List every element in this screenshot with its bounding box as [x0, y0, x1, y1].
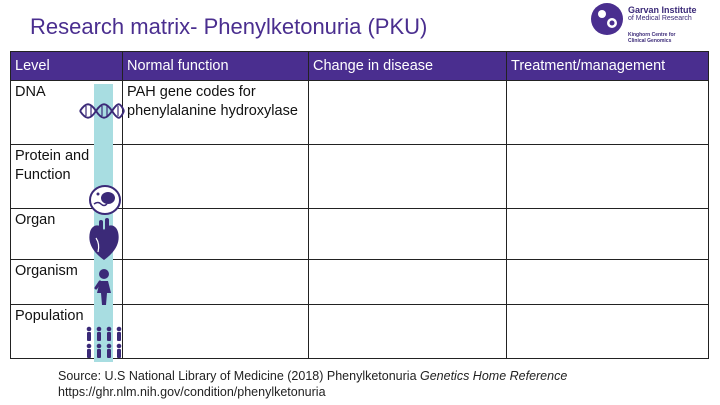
- level-organ: Organ: [15, 212, 56, 228]
- treatment-cell-population[interactable]: [507, 305, 709, 359]
- header-normal-function: Normal function: [123, 52, 309, 81]
- level-protein-line2: Function: [15, 167, 71, 183]
- treatment-cell-dna[interactable]: [507, 81, 709, 145]
- level-population: Population: [15, 308, 84, 324]
- dna-icon: [78, 102, 126, 120]
- heart-icon: [86, 218, 122, 262]
- treatment-cell-organism[interactable]: [507, 260, 709, 305]
- person-icon: [90, 268, 116, 306]
- level-protein-line1: Protein and: [15, 148, 90, 164]
- population-icon: [84, 326, 124, 360]
- change-cell-population[interactable]: [309, 305, 507, 359]
- garvan-logo-mark-icon: [590, 2, 624, 36]
- logo-sub-line1: Kinghorn Centre for: [628, 32, 676, 38]
- change-cell-organ[interactable]: [309, 209, 507, 260]
- source-italic: Genetics Home Reference: [420, 369, 568, 383]
- logo-name-line2: of Medical Research: [628, 15, 692, 22]
- normal-cell-organ[interactable]: [123, 209, 309, 260]
- treatment-cell-protein[interactable]: [507, 145, 709, 209]
- garvan-logo: [590, 2, 715, 50]
- normal-dna-text: PAH gene codes for phenylalanine hydroxylase: [127, 84, 298, 119]
- page-title: Research matrix- Phenylketonuria (PKU): [30, 14, 428, 39]
- header-level: Level: [11, 52, 123, 81]
- logo-subtitle: [628, 32, 676, 44]
- header-change-in-disease: Change in disease: [309, 52, 507, 81]
- treatment-cell-organ[interactable]: [507, 209, 709, 260]
- level-dna: DNA: [15, 84, 46, 100]
- source-citation: [58, 368, 567, 400]
- change-cell-protein[interactable]: [309, 145, 507, 209]
- normal-cell-dna[interactable]: [123, 81, 309, 145]
- source-url[interactable]: https://ghr.nlm.nih.gov/condition/phenylketonuria: [58, 385, 326, 399]
- logo-name-line1: Garvan Institute: [628, 5, 697, 15]
- normal-cell-population[interactable]: [123, 305, 309, 359]
- cell-icon: [88, 184, 122, 216]
- normal-cell-organism[interactable]: [123, 260, 309, 305]
- normal-cell-protein[interactable]: [123, 145, 309, 209]
- source-prefix: Source: U.S National Library of Medicine (2018) Phenylketonuria: [58, 369, 420, 383]
- logo-sub-line2: Clinical Genomics: [628, 38, 672, 44]
- table-header-row: [11, 52, 709, 81]
- change-cell-dna[interactable]: [309, 81, 507, 145]
- change-cell-organism[interactable]: [309, 260, 507, 305]
- level-organism: Organism: [15, 263, 78, 279]
- header-treatment: Treatment/management: [507, 52, 709, 81]
